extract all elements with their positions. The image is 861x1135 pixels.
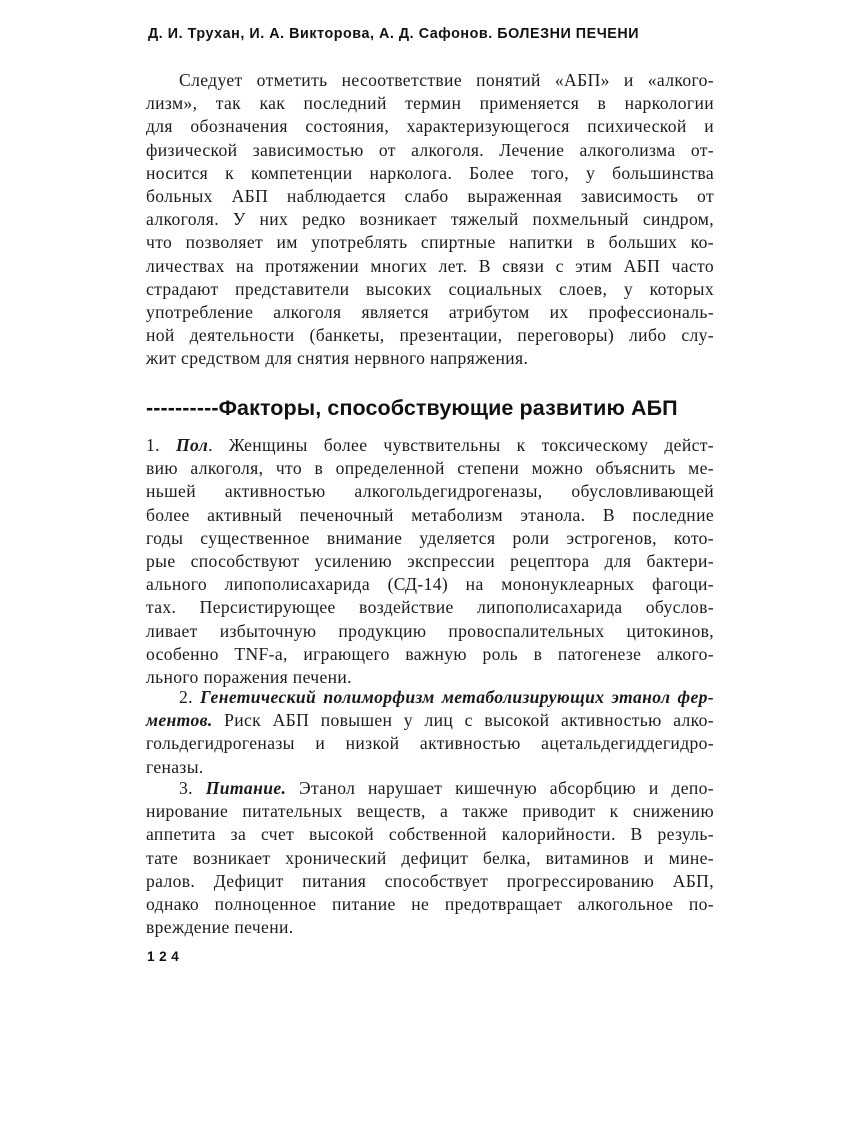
item-number: 2. xyxy=(179,687,193,707)
text-line: годы существенное внимание уделяется роли эстрогенов, кото- xyxy=(146,527,714,548)
running-head: Д. И. Трухан, И. А. Викторова, А. Д. Сафонов. БОЛЕЗНИ ПЕЧЕНИ xyxy=(148,26,640,42)
factor-item-nutrition xyxy=(146,777,714,939)
item-term: Генетический полиморфизм метаболизирующих этанол фер- xyxy=(200,687,715,707)
text-line: лизм», так как последний термин применяется в наркологии xyxy=(146,93,714,114)
text-line: алкоголя. У них редко возникает тяжелый похмельный синдром, xyxy=(146,209,714,230)
text-line: больных АБП наблюдается слабо выраженная зависимость от xyxy=(146,185,714,206)
text-line: особенно TNF-а, играющего важную роль в патогенезе алкого- xyxy=(146,643,714,664)
text-line: что позволяет им употреблять спиртные напитки в больших ко- xyxy=(146,232,714,253)
item-term: Питание. xyxy=(205,778,287,798)
factor-item-sex xyxy=(146,434,714,689)
text-line: страдают представители высоких социальных слоев, у которых xyxy=(146,278,714,299)
text-line: личествах на протяжении многих лет. В связи с этим АБП часто xyxy=(146,255,714,276)
text-line: геназы. xyxy=(146,756,204,777)
text-line: ливает избыточную продукцию провоспалительных цитокинов, xyxy=(146,620,714,641)
text-line: вреждение печени. xyxy=(146,917,294,938)
text-line: однако полноценное питание не предотвращает алкогольное по- xyxy=(146,893,714,914)
text-line: ной деятельности (банкеты, презентации, переговоры) либо слу- xyxy=(146,325,714,346)
text-line: тате возникает хронический дефицит белка, витаминов и мине- xyxy=(146,847,714,868)
text-line: вию алкоголя, что в определенной степени можно объяснить ме- xyxy=(146,458,714,479)
item-number: 3. xyxy=(179,778,193,798)
text-line xyxy=(146,686,714,709)
text-line: ралов. Дефицит питания способствует прогрессированию АБП, xyxy=(146,870,714,891)
text-line: употребление алкоголя является атрибутом их профессиональ- xyxy=(146,301,714,322)
paragraph-alcoholism-distinction xyxy=(146,69,714,370)
text-line: тах. Персистирующее воздействие липополисахарида обуслов- xyxy=(146,597,714,618)
text-line xyxy=(146,777,714,800)
text-line: гольдегидрогеназы и низкой активностью ацетальдегиддегидро- xyxy=(146,733,714,754)
page-number: 124 xyxy=(147,949,184,964)
item-text: Этанол нарушает кишечную абсорбцию и депо- xyxy=(286,778,714,798)
item-number: 1. xyxy=(146,435,160,455)
text-line: более активный печеночный метаболизм этанола. В последние xyxy=(146,504,714,525)
text-line: физической зависимостью от алкоголя. Лечение алкоголизма от- xyxy=(146,139,714,160)
text-line: жит средством для снятия нервного напряжения. xyxy=(146,348,529,369)
factor-item-genetics xyxy=(146,686,714,779)
item-term: Пол xyxy=(175,435,209,455)
text-line: ньшей активностью алкогольдегидрогеназы, обусловливающей xyxy=(146,481,714,502)
section-heading: ----------Факторы, способствующие развитию АБП xyxy=(146,396,678,420)
text-line: рые способствуют усилению экспрессии рецептора для бактери- xyxy=(146,550,714,571)
text-line xyxy=(146,434,714,457)
item-text: . Женщины более чувствительны к токсическому дейст- xyxy=(208,435,714,455)
text-line: аппетита за счет высокой собственной калорийности. В резуль- xyxy=(146,824,714,845)
item-term-continued: ментов. xyxy=(146,710,213,731)
text-line: для обозначения состояния, характеризующегося психической и xyxy=(146,116,714,137)
text-line xyxy=(146,709,714,732)
text-line: льного поражения печени. xyxy=(146,666,352,687)
text-line: носится к компетенции нарколога. Более того, у большинства xyxy=(146,162,714,183)
text-line: нирование питательных веществ, а также приводит к снижению xyxy=(146,801,714,822)
text-line: ального липополисахарида (СД-14) на мононуклеарных фагоци- xyxy=(146,574,714,595)
text-line: Следует отметить несоответствие понятий «АБП» и «алкого- xyxy=(179,70,714,90)
item-text: Риск АБП повышен у лиц с высокой активностью алко- xyxy=(212,710,714,731)
